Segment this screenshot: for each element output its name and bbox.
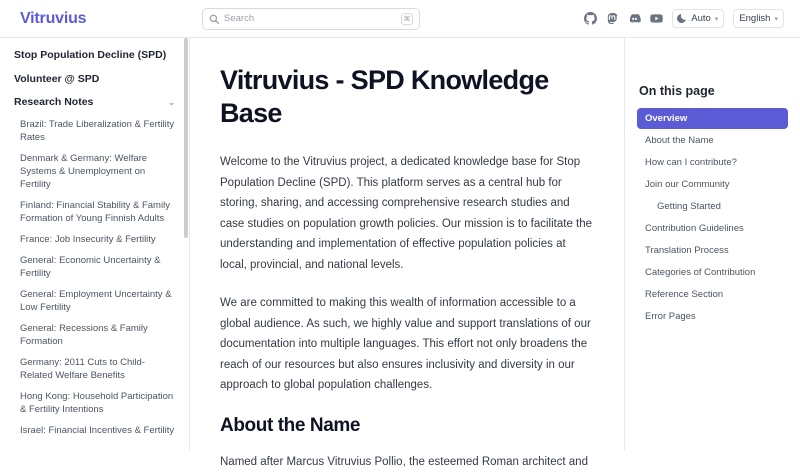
sidebar-item-general-economic[interactable]: General: Economic Uncertainty & Fertility [16, 250, 181, 284]
about-the-name-paragraph: Named after Marcus Vitruvius Pollio, the esteemed Roman architect and [220, 452, 594, 472]
sidebar-item-brazil[interactable]: Brazil: Trade Liberalization & Fertility Rates [16, 114, 181, 148]
section-heading-about-the-name: About the Name [220, 414, 594, 438]
chevron-down-icon: ▾ [715, 15, 719, 23]
sidebar-scrollbar[interactable] [184, 38, 188, 450]
sidebar-item-spd[interactable]: Stop Population Decline (SPD) [14, 48, 175, 62]
sidebar-item-germany[interactable]: Germany: 2011 Cuts to Child-Related Welfare Benefits [16, 352, 181, 386]
chevron-down-icon: ▾ [774, 15, 778, 23]
language-select[interactable] [733, 9, 784, 28]
header-actions [584, 9, 788, 28]
table-of-contents [625, 38, 800, 450]
intro-paragraph-2: We are committed to making this wealth of information accessible to a global audience. As such, we highly value and support translations of our documentation into multiple languages. This effort not only broadens the reach of our resources but also ensures inclusivity and diversity in our approach to global population challenges. [220, 293, 594, 396]
youtube-icon[interactable] [650, 12, 663, 25]
toc-item-categories-of-contribution[interactable]: Categories of Contribution [637, 262, 788, 283]
theme-select[interactable] [672, 9, 724, 28]
page-body [0, 38, 800, 450]
page-title: Vitruvius - SPD Knowledge Base [220, 64, 594, 130]
sidebar-top-links [0, 48, 189, 108]
github-icon[interactable] [584, 12, 597, 25]
sidebar-item-finland[interactable]: Finland: Financial Stability & Family Formation of Young Finnish Adults [16, 195, 181, 229]
toc-item-overview[interactable]: Overview [637, 108, 788, 129]
search-placeholder: Search [224, 13, 396, 24]
toc-item-reference-section[interactable]: Reference Section [637, 284, 788, 305]
toc-item-how-can-i-contribute[interactable]: How can I contribute? [637, 152, 788, 173]
main-content [190, 38, 625, 450]
toc-item-getting-started[interactable]: Getting Started [637, 196, 788, 217]
toc-item-contribution-guidelines[interactable]: Contribution Guidelines [637, 218, 788, 239]
discord-icon[interactable] [628, 12, 641, 25]
sidebar-group-research-notes[interactable] [14, 96, 175, 108]
sidebar-item-france[interactable]: France: Job Insecurity & Fertility [16, 229, 181, 250]
toc-item-error-pages[interactable]: Error Pages [637, 306, 788, 327]
language-label: English [739, 13, 770, 24]
intro-paragraph-1: Welcome to the Vitruvius project, a dedicated knowledge base for Stop Population Decline (SPD). This platform serves as a central hub for storing, sharing, and accessing comprehensive research studies and case studies on population growth policies. Our mission is to facilitate the understanding and implementation of effective population policies at local, provincial, and national levels. [220, 152, 594, 275]
toc-item-about-the-name[interactable]: About the Name [637, 130, 788, 151]
moon-icon [678, 14, 687, 23]
sidebar-research-items [0, 114, 189, 441]
toc-item-translation-process[interactable]: Translation Process [637, 240, 788, 261]
sidebar-item-general-employment[interactable]: General: Employment Uncertainty & Low Fertility [16, 284, 181, 318]
sidebar-item-hong-kong[interactable]: Hong Kong: Household Participation & Fertility Intentions [16, 386, 181, 420]
sidebar-nav [0, 38, 190, 450]
top-header [0, 0, 800, 38]
brand-logo[interactable]: Vitruvius [12, 10, 202, 28]
chevron-down-icon: ⌄ [168, 98, 175, 107]
theme-label: Auto [691, 13, 711, 24]
toc-title: On this page [639, 84, 788, 98]
sidebar-item-volunteer[interactable]: Volunteer @ SPD [14, 72, 175, 86]
search-icon [209, 14, 219, 24]
sidebar-scrollbar-thumb[interactable] [184, 38, 188, 238]
toc-item-join-our-community[interactable]: Join our Community [637, 174, 788, 195]
mastodon-icon[interactable] [606, 12, 619, 25]
search-shortcut-key: ⌘ [401, 13, 413, 25]
sidebar-item-israel[interactable]: Israel: Financial Incentives & Fertility [16, 420, 181, 441]
search-input[interactable] [202, 8, 420, 30]
sidebar-item-denmark-germany[interactable]: Denmark & Germany: Welfare Systems & Unemployment on Fertility [16, 148, 181, 195]
sidebar-item-general-recessions[interactable]: General: Recessions & Family Formation [16, 318, 181, 352]
sidebar-group-label: Research Notes [14, 96, 93, 108]
